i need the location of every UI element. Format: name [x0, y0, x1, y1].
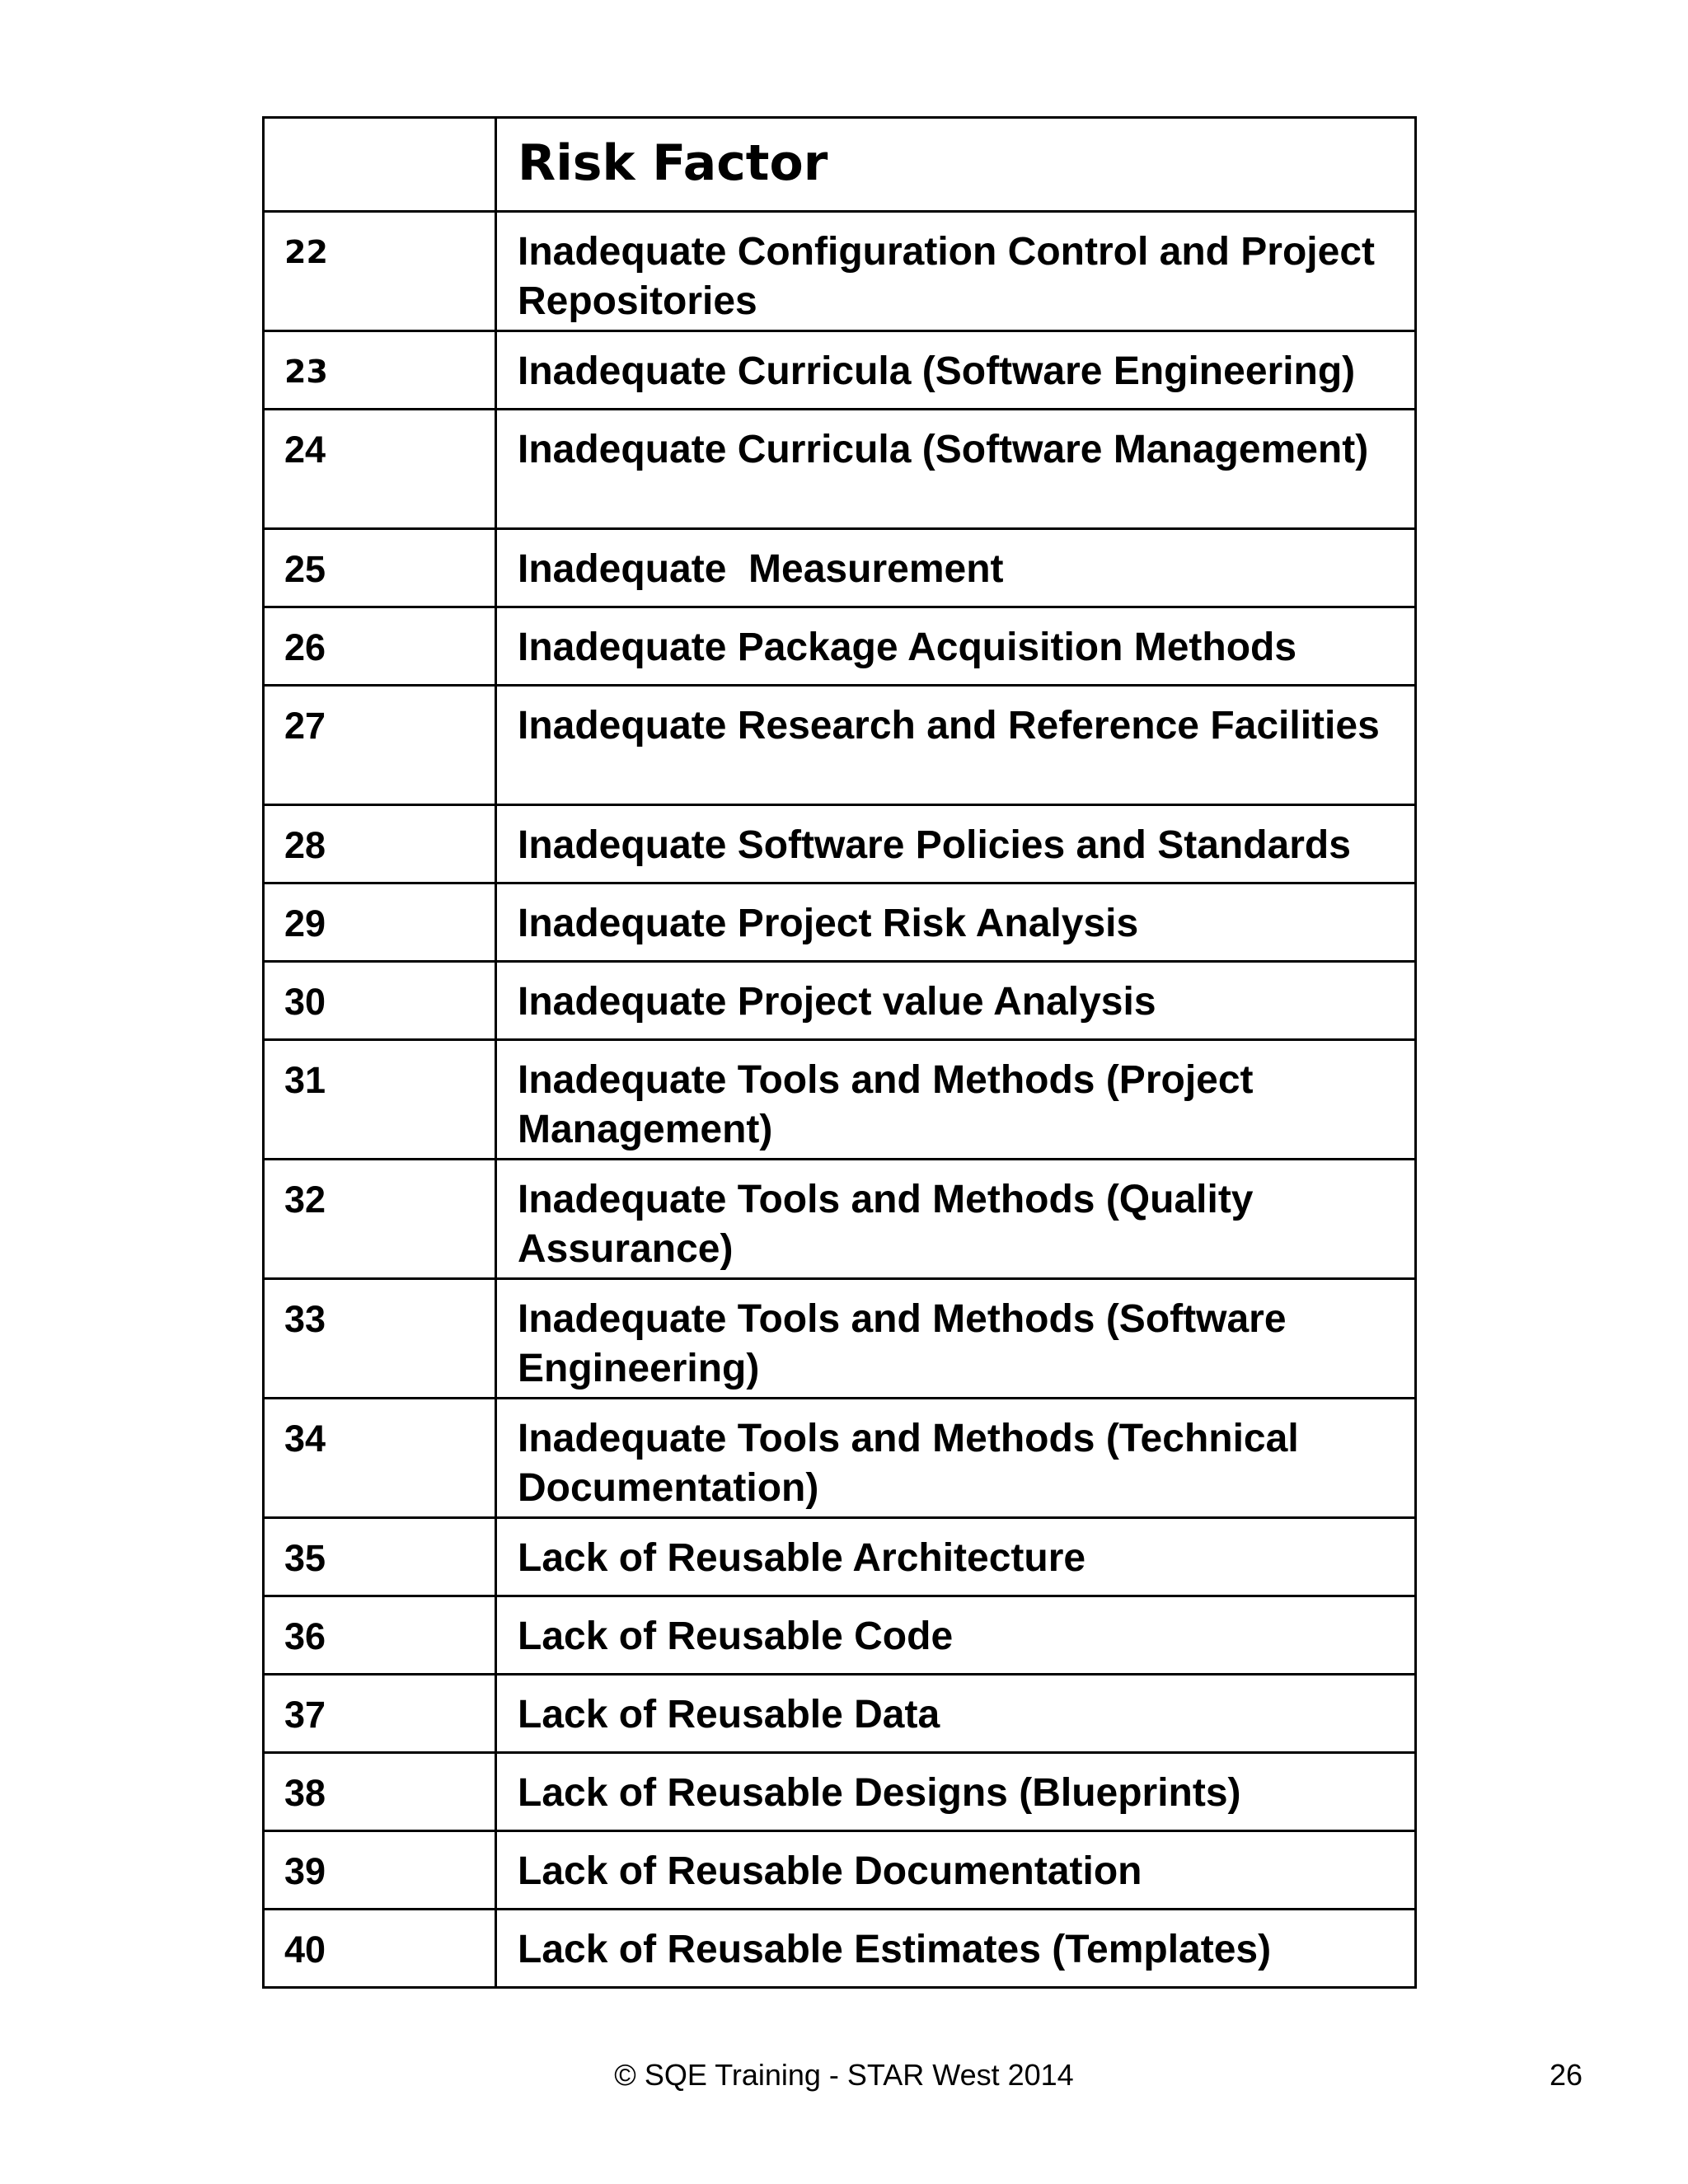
row-number: 39 — [284, 1850, 326, 1892]
row-factor: Lack of Reusable Designs (Blueprints) — [518, 1771, 1241, 1815]
row-number: 26 — [284, 626, 326, 668]
row-factor-cell — [496, 1675, 1416, 1753]
row-factor: Inadequate Tools and Methods (Project Management) — [518, 1058, 1254, 1151]
row-number-cell — [264, 1160, 496, 1279]
row-factor: Lack of Reusable Documentation — [518, 1849, 1142, 1893]
row-number-cell — [264, 529, 496, 607]
row-factor: Lack of Reusable Data — [518, 1693, 940, 1736]
row-factor-cell — [496, 805, 1416, 883]
row-factor-cell — [496, 1279, 1416, 1399]
table-row — [264, 1753, 1416, 1831]
row-number-cell — [264, 212, 496, 331]
row-factor-cell — [496, 529, 1416, 607]
table-row — [264, 1675, 1416, 1753]
row-number-cell — [264, 1910, 496, 1988]
row-number-cell — [264, 1399, 496, 1518]
row-number-cell — [264, 331, 496, 410]
table-header-row — [264, 118, 1416, 212]
row-factor-cell — [496, 962, 1416, 1040]
footer-copyright: © SQE Training - STAR West 2014 — [614, 2058, 1074, 2092]
row-factor: Inadequate Tools and Methods (Quality Assurance) — [518, 1178, 1254, 1271]
row-factor-cell — [496, 410, 1416, 529]
row-factor-cell — [496, 1753, 1416, 1831]
row-factor: Inadequate Project Risk Analysis — [518, 902, 1139, 945]
row-factor: Inadequate Software Policies and Standards — [518, 823, 1351, 867]
table-row — [264, 1399, 1416, 1518]
table-row — [264, 331, 1416, 410]
row-number: 23 — [284, 354, 328, 390]
table-row — [264, 607, 1416, 686]
table-row — [264, 883, 1416, 962]
row-number: 32 — [284, 1179, 326, 1221]
risk-factor-table — [262, 116, 1417, 1989]
table-row — [264, 529, 1416, 607]
table-row — [264, 686, 1416, 805]
table-row — [264, 1518, 1416, 1596]
row-number: 38 — [284, 1772, 326, 1814]
row-factor: Inadequate Curricula (Software Engineering) — [518, 349, 1356, 393]
row-factor-cell — [496, 331, 1416, 410]
row-number-cell — [264, 1279, 496, 1399]
row-number: 27 — [284, 705, 326, 747]
row-factor: Inadequate Package Acquisition Methods — [518, 626, 1297, 669]
row-number: 34 — [284, 1418, 326, 1460]
row-number: 28 — [284, 824, 326, 866]
table-row — [264, 962, 1416, 1040]
row-number-cell — [264, 1753, 496, 1831]
table-row — [264, 1831, 1416, 1910]
row-number-cell — [264, 1675, 496, 1753]
row-factor: Lack of Reusable Architecture — [518, 1536, 1086, 1580]
row-number: 35 — [284, 1537, 326, 1579]
row-factor: Inadequate Research and Reference Facilities — [518, 704, 1380, 748]
row-factor: Inadequate Measurement — [518, 547, 1004, 591]
page-number: 26 — [1550, 2058, 1583, 2092]
row-factor-cell — [496, 686, 1416, 805]
header-number-cell — [264, 118, 496, 212]
row-number-cell — [264, 1040, 496, 1160]
row-factor: Inadequate Tools and Methods (Software Engineering) — [518, 1297, 1287, 1390]
row-number-cell — [264, 686, 496, 805]
row-factor: Lack of Reusable Code — [518, 1615, 954, 1658]
table-row — [264, 1910, 1416, 1988]
row-number-cell — [264, 883, 496, 962]
row-number: 31 — [284, 1059, 326, 1101]
row-number: 25 — [284, 548, 326, 590]
row-factor: Inadequate Curricula (Software Management) — [518, 428, 1369, 471]
row-number: 37 — [284, 1694, 326, 1736]
row-factor-cell — [496, 212, 1416, 331]
row-factor-cell — [496, 1518, 1416, 1596]
table-row — [264, 410, 1416, 529]
row-factor-cell — [496, 607, 1416, 686]
row-number: 29 — [284, 902, 326, 944]
table-row — [264, 1279, 1416, 1399]
header-factor-label: Risk Factor — [518, 134, 828, 192]
row-factor-cell — [496, 1399, 1416, 1518]
row-number: 40 — [284, 1929, 326, 1971]
row-number-cell — [264, 607, 496, 686]
table-row — [264, 1160, 1416, 1279]
row-factor: Inadequate Configuration Control and Project Repositories — [518, 230, 1376, 323]
table-row — [264, 1040, 1416, 1160]
row-factor: Inadequate Tools and Methods (Technical Documentation) — [518, 1417, 1299, 1510]
row-number: 24 — [284, 429, 326, 471]
row-number: 33 — [284, 1298, 326, 1340]
row-number: 36 — [284, 1615, 326, 1657]
row-factor-cell — [496, 883, 1416, 962]
row-number-cell — [264, 410, 496, 529]
table-row — [264, 1596, 1416, 1675]
row-number-cell — [264, 805, 496, 883]
row-number: 22 — [284, 234, 328, 270]
table-row — [264, 212, 1416, 331]
table-row — [264, 805, 1416, 883]
header-factor-cell — [496, 118, 1416, 212]
row-number-cell — [264, 962, 496, 1040]
row-number-cell — [264, 1518, 496, 1596]
row-number-cell — [264, 1831, 496, 1910]
row-number-cell — [264, 1596, 496, 1675]
row-factor-cell — [496, 1040, 1416, 1160]
row-factor-cell — [496, 1831, 1416, 1910]
row-factor-cell — [496, 1596, 1416, 1675]
row-factor-cell — [496, 1910, 1416, 1988]
row-factor: Lack of Reusable Estimates (Templates) — [518, 1928, 1272, 1971]
row-number: 30 — [284, 981, 326, 1023]
row-factor: Inadequate Project value Analysis — [518, 980, 1156, 1024]
row-factor-cell — [496, 1160, 1416, 1279]
